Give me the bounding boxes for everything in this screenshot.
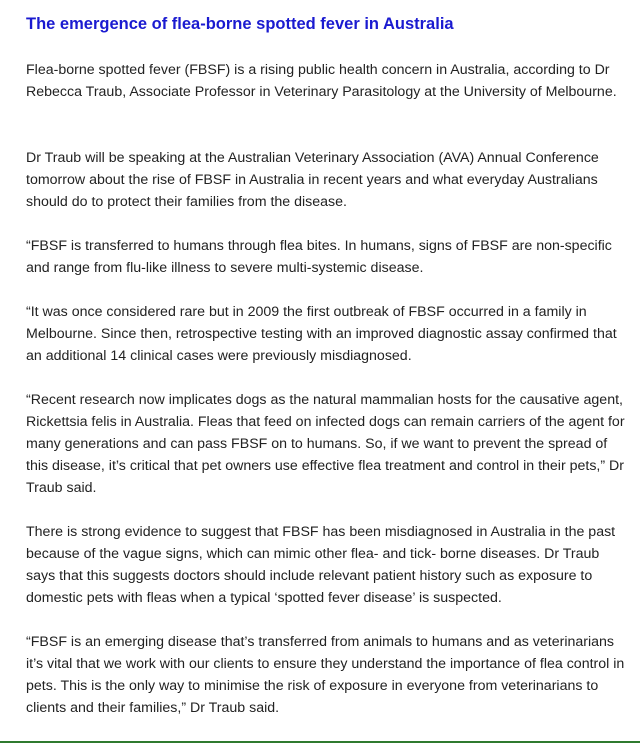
article-paragraph-research: “Recent research now implicates dogs as the natural mammalian hosts for the causative agent, Rickettsia felis in Australia. Fleas that feed on infected dogs can remain carriers of the agent for many generations and can pass FBSF on to humans. So, if we want to prevent the spread of this disease, it’s critical that pet owners use effective flea treatment and control in their pets,” Dr Traub said.	[26, 392, 625, 496]
article-paragraph-misdiagnosis: There is strong evidence to suggest that FBSF has been misdiagnosed in Australia in the past because of the vague signs, which can mimic other flea- and tick- borne diseases. Dr Traub says that this suggests doctors should include relevant patient history such as exposure to domestic pets with fleas when a typical ‘spotted fever disease’ is suspected.	[26, 524, 616, 606]
article-paragraph-conference: Dr Traub will be speaking at the Australian Veterinary Association (AVA) Annual Conference tomorrow about the rise of FBSF in Australia in recent years and what everyday Australians should do to protect their families from the disease.	[26, 150, 599, 210]
article	[26, 10, 626, 716]
article-paragraph-transmission: “FBSF is transferred to humans through flea bites. In humans, signs of FBSF are non-specific and range from flu-like illness to severe multi-systemic disease.	[26, 238, 612, 276]
article-paragraph-outbreak: “It was once considered rare but in 2009 the first outbreak of FBSF occurred in a family in Melbourne. Since then, retrospective testing with an improved diagnostic assay confirmed that an additional 14 clinical cases were previously misdiagnosed.	[26, 304, 617, 364]
article-paragraph-conclusion: “FBSF is an emerging disease that’s transferred from animals to humans and as veterinarians it’s vital that we work with our clients to ensure they understand the importance of flea control in pets. This is the only way to minimise the risk of exposure in everyone from veterinarians to clients and their families,” Dr Traub said.	[26, 634, 625, 716]
article-paragraph-intro: Flea-borne spotted fever (FBSF) is a rising public health concern in Australia, according to Dr Rebecca Traub, Associate Professor in Veterinary Parasitology at the University of Melbourne.	[26, 62, 617, 100]
article-title: The emergence of flea-borne spotted fever in Australia	[26, 15, 454, 33]
